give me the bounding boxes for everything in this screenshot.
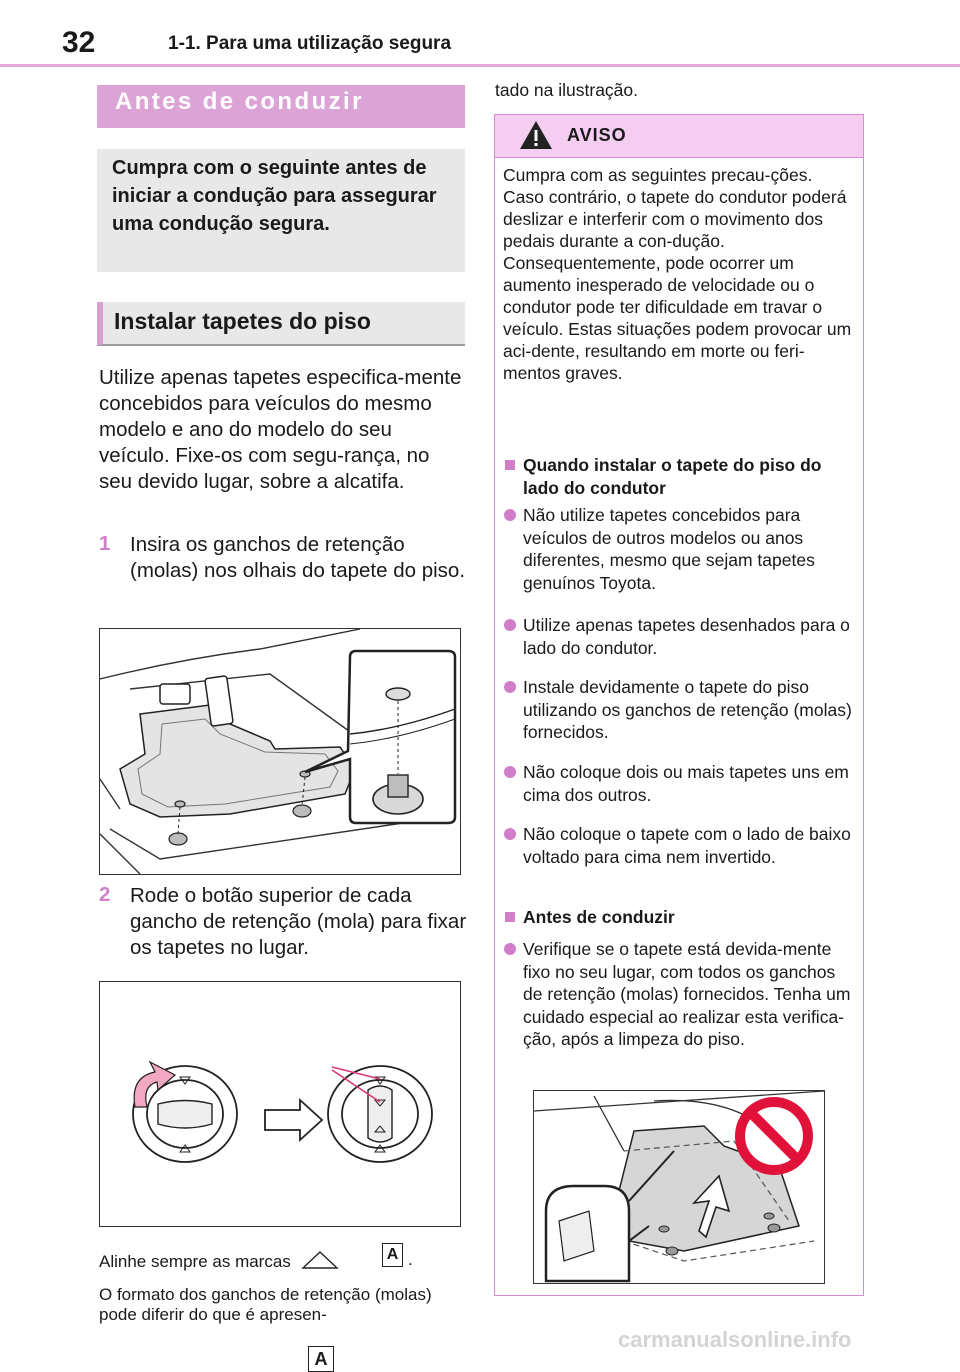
intro-text: Cumpra com o seguinte antes de iniciar a condução para assegurar uma condução segura. [112,157,437,235]
square-bullet-icon [505,460,515,470]
antes-heading: Antes de conduzir [115,88,364,115]
round-bullet-icon [504,766,516,778]
step-1-text: Insira os ganchos de retenção (molas) nos olhais do tapete do piso. [130,533,466,582]
caption-period: . [408,1250,413,1269]
prohibited-icon [740,1102,808,1170]
figure-label-a: A [308,1346,334,1372]
stacked-mats-prohibited-illustration [533,1090,825,1284]
step-2-text: Rode o botão superior de cada gancho de retenção (mola) para fixar os tapetes no lugar. [130,884,467,959]
page-number: 32 [62,26,96,59]
round-bullet-icon [504,509,516,521]
shape-note: O formato dos ganchos de retenção (molas) pode diferir do que é apresen- [99,1285,432,1324]
tapetes-heading: Instalar tapetes do piso [114,308,371,334]
aviso-bullet-1: Não utilize tapetes concebidos para veículos de outros modelos ou anos diferentes, mesmo que sejam tapetes genuínos Toyota. [523,505,815,593]
caption-text: Alinhe sempre as marcas [99,1252,291,1271]
header-rule [0,64,960,67]
aviso-heading-2: Antes de conduzir [523,907,675,927]
square-bullet-icon [505,912,515,922]
step-1-number: 1 [99,532,111,555]
triangle-mark-icon [300,1250,340,1270]
round-bullet-icon [504,828,516,840]
section-title: 1-1. Para uma utilização segura [168,33,452,54]
aviso-bullet-4: Não coloque dois ou mais tapetes uns em cima dos outros. [523,762,849,805]
aviso-bullet-5: Não coloque o tapete com o lado de baixo voltado para cima nem invertido. [523,824,851,867]
step-2-number: 2 [99,883,111,906]
round-bullet-icon [504,619,516,631]
paragraph-intro: Utilize apenas tapetes especifica-mente concebidos para veículos do mesmo modelo e ano do modelo do seu veículo. Fixe-os com segu-rança, no seu devido lugar, sobre a alcatifa. [99,366,462,493]
continuation-text: tado na ilustração. [495,80,639,100]
caption [99,1250,340,1272]
aviso-paragraph: Cumpra com as seguintes precau-ções. Caso contrário, o tapete do condutor poderá deslizar e interferir com o movimento dos pedais durante a con-dução. Consequentemente, pode ocorrer um aumento inesperado de velocidade ou o condutor pode ter dificuldade em travar o veículo. Estas situações podem provocar um aci-dente, resultando em morte ou feri-mentos graves. [503,165,852,383]
aviso-bullet-3: Instale devidamente o tapete do piso utilizando os ganchos de retenção (molas) fornecidos. [523,677,852,742]
round-bullet-icon [504,681,516,693]
aviso-title: AVISO [567,125,627,145]
aviso-heading-1: Quando instalar o tapete do piso do lado do condutor [523,455,822,498]
caption-mark-a: A [382,1243,403,1267]
warning-icon [518,119,554,151]
aviso-bullet-6: Verifique se o tapete está devida-mente fixo no seu lugar, com todos os ganchos de retenção (molas) fornecidos. Tenha um cuidado especial ao realizar esta verifica-ção, após a limpeza do piso. [523,939,851,1049]
watermark: carmanualsonline.info [618,1327,852,1352]
floor-mat-hook-illustration [99,628,461,875]
round-bullet-icon [504,943,516,955]
aviso-bullet-2: Utilize apenas tapetes desenhados para o lado do condutor. [523,615,850,658]
